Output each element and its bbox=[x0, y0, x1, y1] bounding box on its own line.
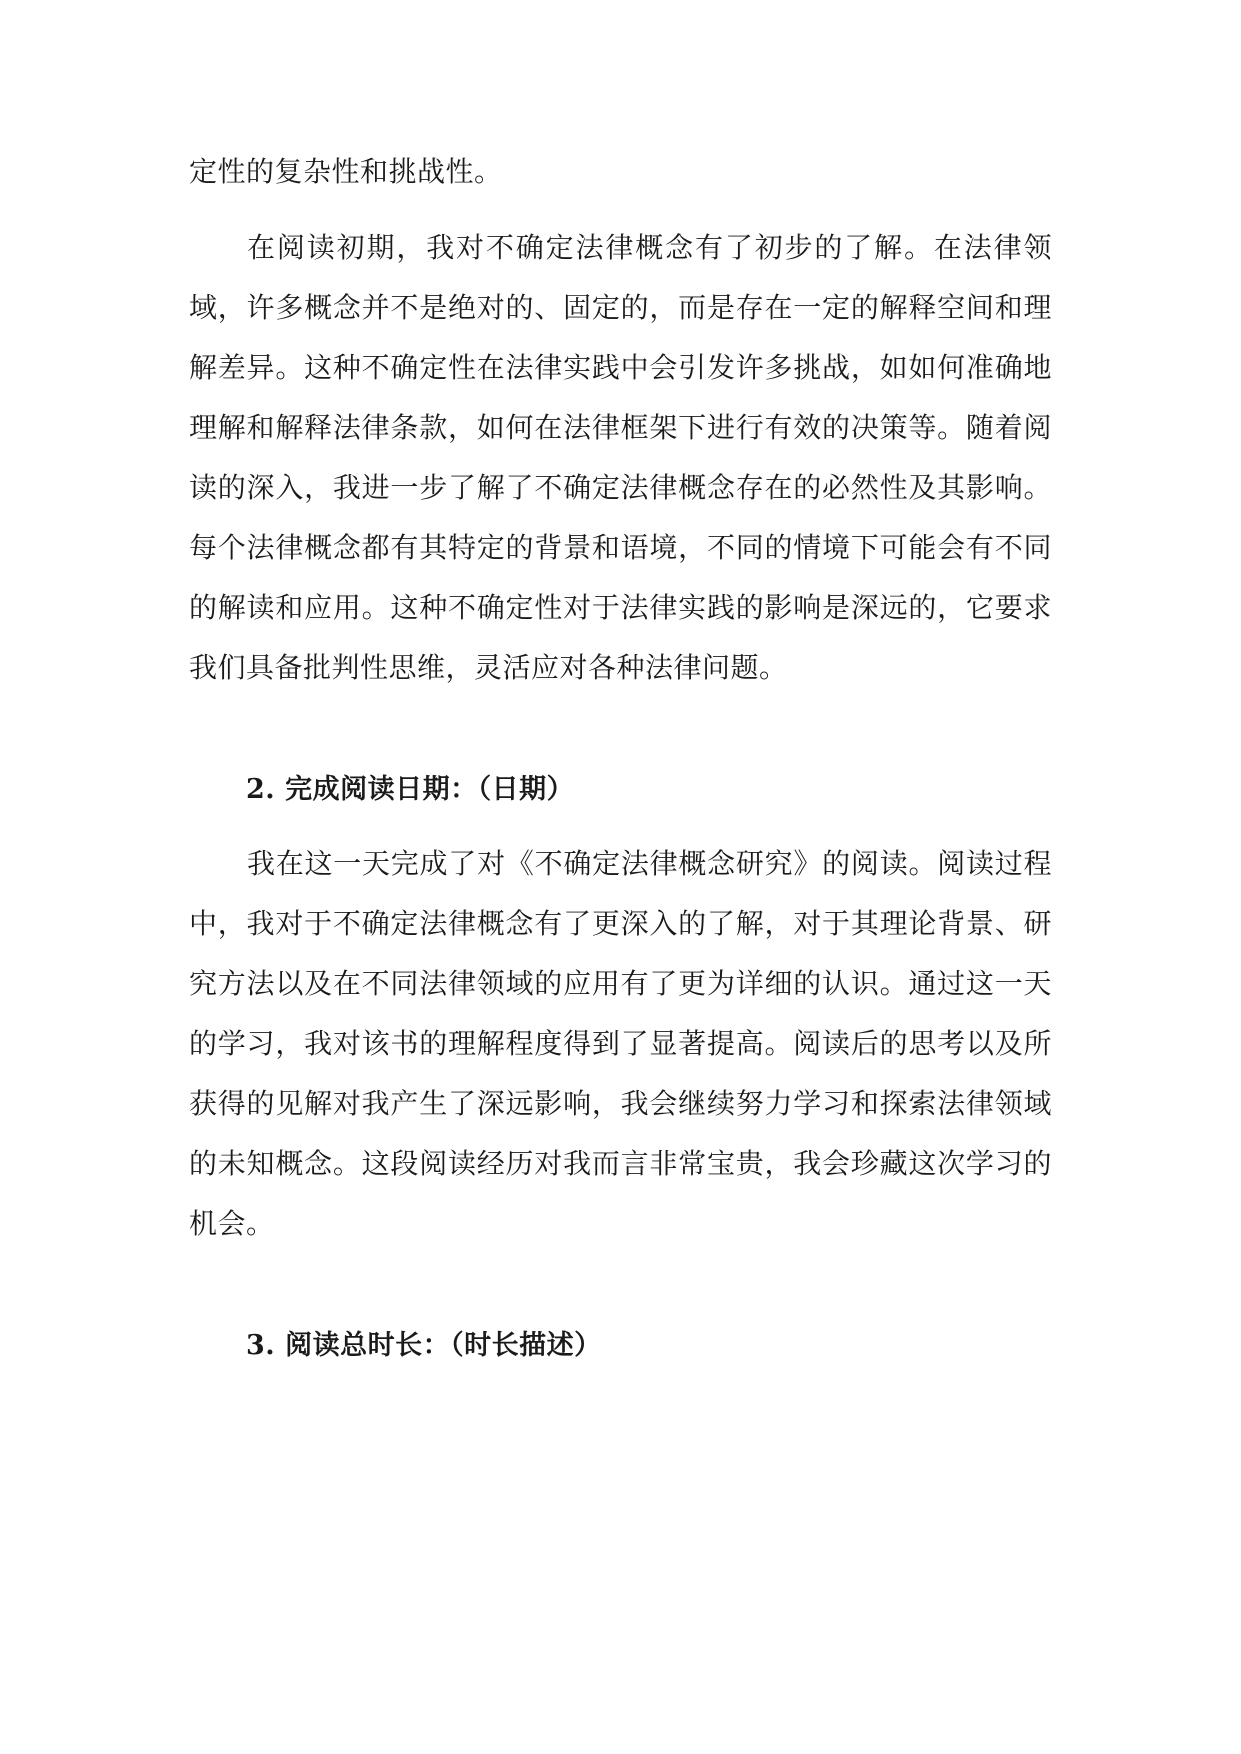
document-body bbox=[189, 142, 1052, 1376]
paragraph-completion: 我在这一天完成了对《不确定法律概念研究》的阅读。阅读过程中，我对于不确定法律概念有了更深入的了解，对于其理论背景、研究方法以及在不同法律领域的应用有了更为详细的认识。通过这一天的学习，我对该书的理解程度得到了显著提高。阅读后的思考以及所获得的见解对我产生了深远影响，我会继续努力学习和探索法律领域的未知概念。这段阅读经历对我而言非常宝贵，我会珍藏这次学习的机会。 bbox=[189, 847, 1052, 1240]
paragraph-continuation: 定性的复杂性和挑战性。 bbox=[189, 155, 503, 188]
section-heading-completion-date: 2. 完成阅读日期：（日期） bbox=[246, 774, 575, 805]
paragraph-reading-initial: 在阅读初期，我对不确定法律概念有了初步的了解。在法律领域，许多概念并不是绝对的、固定的，而是存在一定的解释空间和理解差异。这种不确定性在法律实践中会引发许多挑战，如如何准确地理解和解释法律条款，如何在法律框架下进行有效的决策等。随着阅读的深入，我进一步了解了不确定法律概念存在的必然性及其影响。每个法律概念都有其特定的背景和语境，不同的情境下可能会有不同的解读和应用。这种不确定性对于法律实践的影响是深远的，它要求我们具备批判性思维，灵活应对各种法律问题。 bbox=[189, 231, 1052, 684]
section-heading-total-duration: 3. 阅读总时长：（时长描述） bbox=[246, 1330, 602, 1361]
